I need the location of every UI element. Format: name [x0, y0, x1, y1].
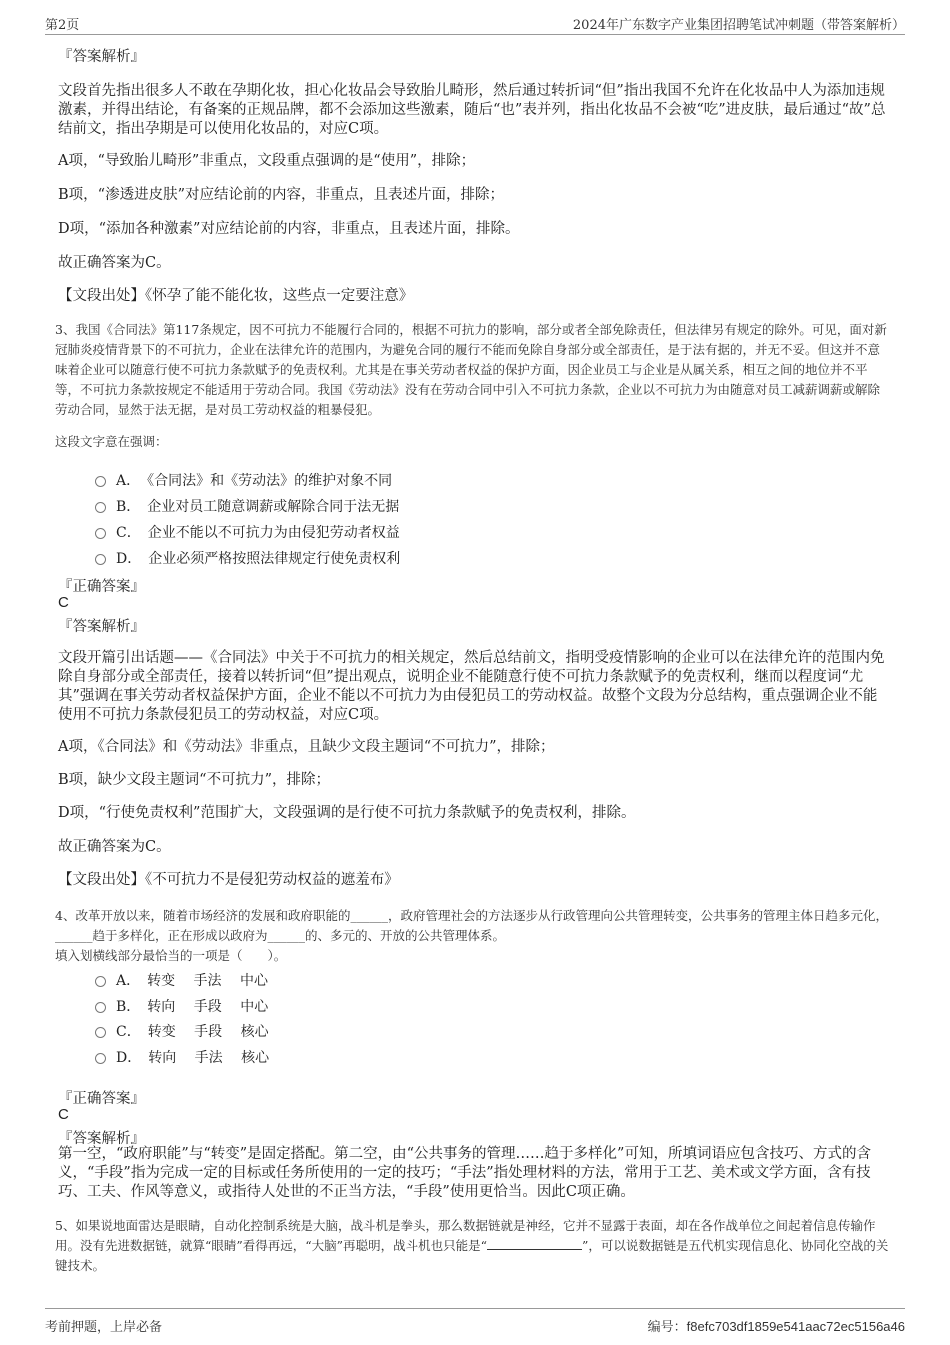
q3-conclusion: 故正确答案为C。	[58, 839, 171, 855]
radio-icon[interactable]	[95, 554, 106, 565]
radio-icon[interactable]	[95, 976, 106, 987]
q3-option-b[interactable]	[95, 496, 399, 516]
q3-option-c-text: C． 企业不能以不可抗力为由侵犯劳动者权益	[116, 525, 400, 541]
q4-stem-part: 的、多元的、开放的公共管理体系。	[305, 928, 506, 943]
q3-option-a-note: A项，《合同法》和《劳动法》非重点，且缺少文段主题词“不可抗力”，排除；	[58, 739, 555, 755]
page-footer	[45, 1308, 905, 1339]
q4-stem-part: ，政府管理社会的方法逐步从行政管理向公共管理转变，公共事务的管理主体日趋多元化，	[387, 908, 888, 923]
q4-correct-label: 『正确答案』	[58, 1091, 145, 1107]
document-title: 2024年广东数字产业集团招聘笔试冲刺题（带答案解析）	[572, 18, 905, 33]
page-header	[45, 8, 905, 35]
q4-analysis-label: 『答案解析』	[58, 1131, 145, 1147]
footer-code-wrap	[648, 1316, 905, 1335]
radio-icon[interactable]	[95, 476, 106, 487]
q3-option-a[interactable]	[95, 470, 392, 490]
q2-conclusion: 故正确答案为C。	[58, 255, 171, 271]
footer-code: f8efc703df1859e541aac72ec5156a46	[686, 1319, 905, 1334]
q3-stem: 3、我国《合同法》第117条规定，因不可抗力不能履行合同的，根据不可抗力的影响，部分或者全部免除责任，但法律另有规定的除外。可见，面对新冠肺炎疫情背景下的不可抗力，企业在法律允许的范围内，为避免合同的履行不能而免除自身部分或全部责任，是于法有据的，并无不妥。但这并不意味着企业可以随意行使不可抗力条款赋予的免责权利。尤其是在事关劳动者权益的保护方面，因企业员工与企业是从属关系，相互之间的地位并不平等，不可抗力条款按规定不能适用于劳动合同。我国《劳动法》没有在劳动合同中引入不可抗力条款，企业以不可抗力为由随意对员工减薪调薪或解除劳动合同，显然于法无据，是对员工劳动权益的粗暴侵犯。	[55, 322, 887, 417]
q3-source: 【文段出处】《不可抗力不是侵犯劳动权益的遮羞布》	[58, 872, 399, 888]
q5-stem-part: 5、如果说地面雷达是眼睛，自动化控制系统是大脑，战斗机是拳头，那么数据链就是神经，它并不显露于表面，却在各作战单位之间起着信息传输作用。没有先进数据链，就算“眼睛”看得再远，“大脑”再聪明，战斗机也只能是“	[55, 1218, 876, 1253]
q2-source: 【文段出处】《怀孕了能不能化妆，这些点一定要注意》	[58, 288, 414, 304]
q4-stem-part: 4、改革开放以来，随着市场经济的发展和政府职能的	[55, 908, 351, 923]
q3-option-d-note: D项，“行使免责权利”范围扩大，文段强调的是行使不可抗力条款赋予的免责权利，排除。	[58, 805, 636, 821]
q4-option-b-text: B． 转向 手段 中心	[116, 999, 269, 1015]
q3-correct-answer: C	[58, 594, 69, 611]
q3-analysis-label: 『答案解析』	[58, 619, 145, 635]
q3-analysis-text: 文段开篇引出话题——《合同法》中关于不可抗力的相关规定，然后总结前文，指明受疫情影响的企业可以在法律允许的范围内免除自身部分或全部责任，接着以转折词“但”提出观点，说明企业不能随意行使不可抗力条款赋予的免责权利，继而以程度词“尤其”强调在事关劳动者权益保护方面，企业不能以不可抗力为由侵犯员工的劳动权益。故整个文段为分总结构，重点强调企业不能使用不可抗力条款侵犯员工的劳动权益，对应C项。	[58, 650, 885, 723]
q3-option-a-text: A． 《合同法》和《劳动法》的维护对象不同	[116, 473, 393, 489]
q4-blank-1: ______	[350, 908, 388, 923]
footer-slogan: 考前押题，上岸必备	[45, 1320, 163, 1335]
q4-prompt: 填入划横线部分最恰当的一项是（ ）。	[55, 948, 287, 963]
radio-icon[interactable]	[95, 528, 106, 539]
q2-option-b-note: B项，“渗透进皮肤”对应结论前的内容，非重点，且表述片面，排除；	[58, 187, 504, 203]
radio-icon[interactable]	[95, 1002, 106, 1013]
radio-icon[interactable]	[95, 502, 106, 513]
q4-blank-3: ______	[267, 928, 306, 943]
q2-option-d-note: D项，“添加各种激素”对应结论前的内容，非重点，且表述片面，排除。	[58, 221, 520, 237]
q3-option-c[interactable]	[95, 522, 400, 542]
q3-option-d[interactable]	[95, 548, 400, 568]
q3-correct-label: 『正确答案』	[58, 579, 145, 595]
q4-correct-answer: C	[58, 1106, 69, 1123]
q4-option-c-text: C． 转变 手段 核心	[116, 1024, 269, 1040]
q4-stem-part: 趋于多样化，正在形成以政府为	[92, 928, 268, 943]
q3-option-b-note: B项，缺少文段主题词“不可抗力”，排除；	[58, 772, 330, 788]
q2-analysis-text: 文段首先指出很多人不敢在孕期化妆，担心化妆品会导致胎儿畸形，然后通过转折词“但”指出我国不允许在化妆品中人为添加违规激素，并得出结论，有备案的正规品牌，都不会添加这些激素，随后“也”表并列，指出化妆品不会被“吃”进皮肤，最后通过“故”总结前文，指出孕期是可以使用化妆品的，对应C项。	[58, 83, 886, 137]
q2-option-a-note: A项，“导致胎儿畸形”非重点，文段重点强调的是“使用”，排除；	[58, 153, 476, 169]
radio-icon[interactable]	[95, 1027, 106, 1038]
radio-icon[interactable]	[95, 1053, 106, 1064]
page-number: 第2页	[45, 18, 80, 33]
footer-code-label: 编号：	[647, 1320, 687, 1335]
q2-analysis-label: 『答案解析』	[58, 49, 145, 65]
q5-blank	[487, 1236, 582, 1250]
q3-prompt: 这段文字意在强调：	[55, 434, 168, 449]
q3-option-d-text: D． 企业必须严格按照法律规定行使免责权利	[116, 551, 401, 567]
q5-stem-part: ”，可以说数据链是五代机实现信息化、协同化空战的关键技术。	[55, 1238, 889, 1273]
q4-option-c[interactable]	[95, 1021, 269, 1041]
q4-option-d[interactable]	[95, 1047, 269, 1067]
q4-option-d-text: D． 转向 手法 核心	[116, 1050, 270, 1066]
q5-stem	[55, 1216, 891, 1276]
q4-option-b[interactable]	[95, 996, 268, 1016]
q3-option-b-text: B． 企业对员工随意调薪或解除合同于法无据	[116, 499, 400, 515]
q4-option-a[interactable]	[95, 970, 268, 990]
q4-blank-2: ______	[55, 928, 93, 943]
q4-option-a-text: A． 转变 手法 中心	[116, 973, 269, 989]
q4-stem	[55, 906, 891, 946]
q4-analysis-text: 第一空，“政府职能”与“转变”是固定搭配。第二空，由“公共事务的管理……趋于多样化”可知，所填词语应包含技巧、方式的含义，“手段”指为完成一定的目标或任务所使用的一定的技巧；“手法”指处理材料的方法，常用于工艺、美术或文学方面，含有技巧、工夫、作风等意义，或指待人处世的不正当方法，“手段”使用更恰当。因此C项正确。	[58, 1146, 871, 1200]
